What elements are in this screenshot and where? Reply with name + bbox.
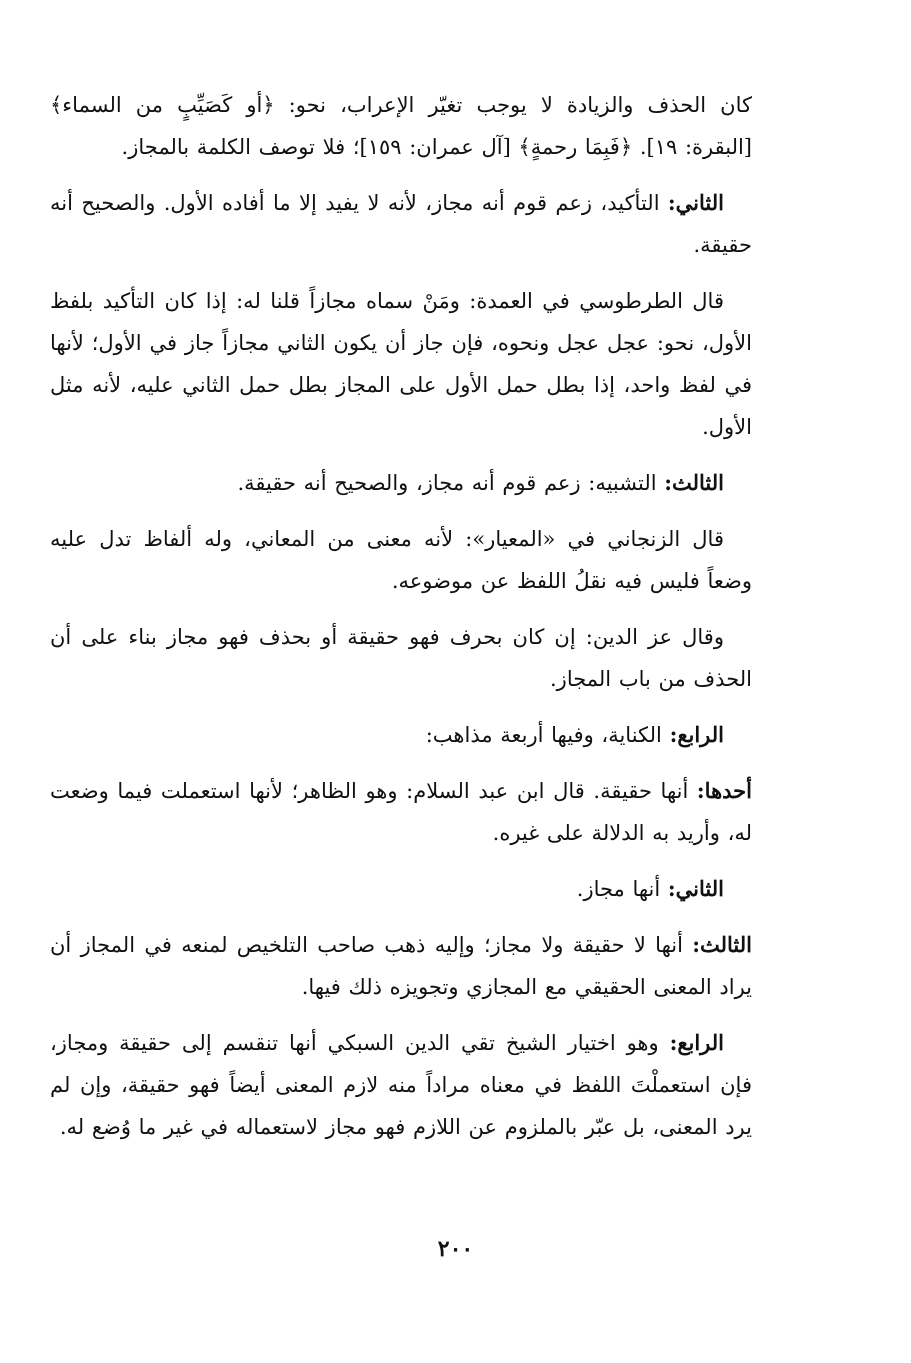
paragraph-lead: أحدها:	[696, 778, 752, 803]
paragraph-text: كان الحذف والزيادة لا يوجب تغيّر الإعراب، نحو: ﴿أو كَصَيِّبٍ من السماء﴾ [البقرة: ١٩]. ﴿فَبِمَا رحمةٍ﴾ [آل عمران: ١٥٩]؛ فلا توصف الكلمة بالمجاز.	[50, 93, 752, 159]
paragraph-lead: الرابع:	[669, 1030, 724, 1055]
paragraph-11	[50, 1022, 752, 1148]
page-number: ٢٠٠	[437, 1236, 474, 1262]
paragraph-3	[50, 280, 752, 448]
page-body	[50, 84, 752, 1162]
paragraph-lead: الرابع:	[669, 722, 724, 747]
paragraph-lead: الثاني:	[667, 876, 724, 901]
paragraph-text: أنها حقيقة. قال ابن عبد السلام: وهو الظاهر؛ لأنها استعملت فيما وضعت له، وأريد به الدلالة على غيره.	[50, 779, 752, 845]
paragraph-lead: الثالث:	[664, 470, 724, 495]
paragraph-6	[50, 616, 752, 700]
paragraph-10	[50, 924, 752, 1008]
paragraph-1	[50, 84, 752, 168]
paragraph-text: قال الزنجاني في «المعيار»: لأنه معنى من المعاني، وله ألفاظ تدل عليه وضعاً فليس فيه نقلُ اللفظ عن موضوعه.	[50, 527, 752, 593]
paragraph-text: قال الطرطوسي في العمدة: ومَنْ سماه مجازاً قلنا له: إذا كان التأكيد بلفظ الأول، نحو: عجل عجل ونحوه، فإن جاز أن يكون الثاني مجازاً جاز في الأول؛ لأنها في لفظ واحد، إذا بطل حمل الأول على المجاز بطل حمل الثاني عليه، لأنه مثل الأول.	[50, 289, 752, 439]
paragraph-4	[50, 462, 752, 504]
paragraph-text: وهو اختيار الشيخ تقي الدين السبكي أنها تنقسم إلى حقيقة ومجاز، فإن استعملْتَ اللفظ في معناه مراداً منه لازم المعنى أيضاً فهو حقيقة، وإن لم يرد المعنى، بل عبّر بالملزوم عن اللازم فهو مجاز لاستعماله في غير ما وُضع له.	[50, 1031, 752, 1139]
paragraph-lead: الثاني:	[667, 190, 724, 215]
paragraph-9	[50, 868, 752, 910]
paragraph-7	[50, 714, 752, 756]
paragraph-lead: الثالث:	[692, 932, 752, 957]
paragraph-2	[50, 182, 752, 266]
paragraph-text: التأكيد، زعم قوم أنه مجاز، لأنه لا يفيد إلا ما أفاده الأول. والصحيح أنه حقيقة.	[50, 191, 752, 257]
paragraph-text: التشبيه: زعم قوم أنه مجاز، والصحيح أنه حقيقة.	[237, 471, 665, 495]
paragraph-5	[50, 518, 752, 602]
paragraph-text: الكناية، وفيها أربعة مذاهب:	[425, 723, 670, 747]
paragraph-text: وقال عز الدين: إن كان بحرف فهو حقيقة أو بحذف فهو مجاز بناء على أن الحذف من باب المجاز.	[50, 625, 752, 691]
paragraph-8	[50, 770, 752, 854]
paragraph-text: أنها لا حقيقة ولا مجاز؛ وإليه ذهب صاحب التلخيص لمنعه في المجاز أن يراد المعنى الحقيقي مع المجازي وتجويزه ذلك فيها.	[50, 933, 752, 999]
paragraph-text: أنها مجاز.	[576, 877, 668, 901]
